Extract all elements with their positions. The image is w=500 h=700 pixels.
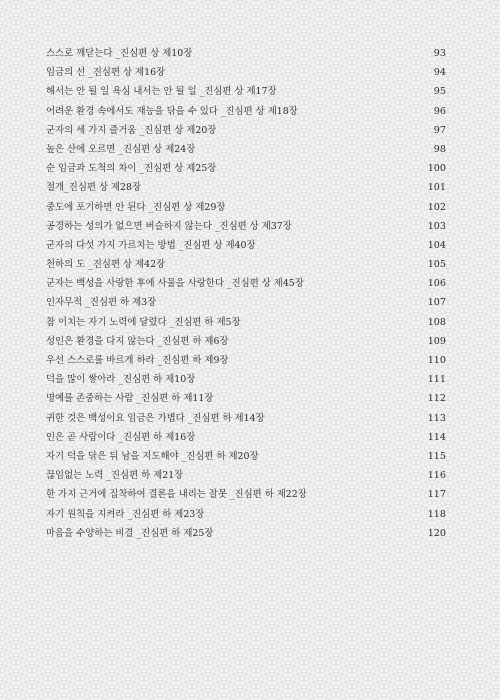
toc-entry xyxy=(46,332,446,351)
toc-entry xyxy=(46,466,446,485)
toc-entry xyxy=(46,505,446,524)
toc-entry-page-number: 101 xyxy=(427,182,446,194)
toc-entry xyxy=(46,198,446,217)
toc-entry-page-number: 116 xyxy=(427,470,446,482)
toc-entry xyxy=(46,63,446,82)
toc-entry-page-number: 109 xyxy=(427,335,446,347)
toc-entry-title: 높은 산에 오르면 _진심편 상 제24장 xyxy=(46,143,196,155)
toc-entry-title: 자기 원칙을 지켜라 _진심편 하 제23장 xyxy=(46,508,205,520)
toc-entry-page-number: 107 xyxy=(427,297,446,309)
toc-entry-title: 인은 곧 사람이다 _진심편 하 제16장 xyxy=(46,431,196,443)
toc-entry-page-number: 111 xyxy=(427,374,446,386)
toc-entry xyxy=(46,82,446,101)
toc-entry-page-number: 98 xyxy=(433,143,446,155)
toc-entry-page-number: 120 xyxy=(427,527,446,539)
toc-entry-page-number: 95 xyxy=(433,86,446,98)
table-of-contents xyxy=(46,44,446,543)
toc-entry xyxy=(46,409,446,428)
toc-entry xyxy=(46,159,446,178)
toc-entry-page-number: 104 xyxy=(427,239,446,251)
toc-entry-page-number: 97 xyxy=(433,124,446,136)
toc-entry xyxy=(46,370,446,389)
toc-entry xyxy=(46,178,446,197)
toc-entry-title: 명예를 존중하는 사람 _진심편 하 제11장 xyxy=(46,393,214,405)
toc-entry xyxy=(46,389,446,408)
toc-entry-page-number: 102 xyxy=(427,201,446,213)
toc-entry-title: 우선 스스로를 바르게 하라 _진심편 하 제9장 xyxy=(46,355,229,366)
toc-entry xyxy=(46,217,446,236)
toc-entry-page-number: 103 xyxy=(427,220,446,232)
toc-entry xyxy=(46,121,446,140)
toc-entry-title: 천하의 도 _진심편 상 제42장 xyxy=(46,259,166,271)
toc-entry-page-number: 114 xyxy=(427,431,446,443)
toc-entry-title: 군자의 세 가지 즐거움 _진심편 상 제20장 xyxy=(46,124,217,136)
toc-entry xyxy=(46,255,446,274)
toc-entry xyxy=(46,428,446,447)
toc-entry-title: 군자의 다섯 가지 가르치는 방법 _진심편 상 제40장 xyxy=(46,239,256,251)
toc-entry-title: 한 가지 근거에 집착하여 결론을 내리는 잘못 _진심편 하 제22장 xyxy=(46,489,307,501)
toc-entry-title: 임금의 선 _진심편 상 제16장 xyxy=(46,67,166,79)
toc-entry-page-number: 108 xyxy=(427,316,446,328)
toc-entry-title: 마음을 수양하는 비결 _진심편 하 제25장 xyxy=(46,527,214,539)
toc-entry xyxy=(46,524,446,543)
toc-entry xyxy=(46,293,446,312)
toc-entry-page-number: 113 xyxy=(427,412,446,424)
toc-entry-page-number: 100 xyxy=(427,163,446,175)
toc-entry-title: 성인은 환경을 다지 않는다 _진심편 하 제6장 xyxy=(46,335,229,347)
toc-entry-title: 해서는 안 될 일 욕심 내서는 안 될 일 _진심편 상 제17장 xyxy=(46,86,277,98)
toc-entry-page-number: 106 xyxy=(427,278,446,290)
toc-entry-title: 참 이치는 자기 노력에 달렸다 _진심편 하 제5장 xyxy=(46,316,241,328)
toc-entry-title: 스스로 깨닫는다 _진심편 상 제10장 xyxy=(46,48,193,59)
toc-entry-title: 끊임없는 노력 _진심편 하 제21장 xyxy=(46,470,184,482)
toc-entry-title: 어려운 환경 속에서도 재능을 닦을 수 있다 _진심편 상 제18장 xyxy=(46,105,298,117)
toc-entry-page-number: 105 xyxy=(427,259,446,271)
toc-entry xyxy=(46,274,446,293)
toc-entry-title: 절개_진심편 상 제28장 xyxy=(46,182,142,194)
toc-entry-title: 공경하는 성의가 없으면 버슬하지 않는다 _진심편 상 제37장 xyxy=(46,220,292,232)
toc-entry-page-number: 118 xyxy=(427,508,446,520)
toc-entry-title: 자기 덕을 닦은 뒤 남을 지도해야 _진심편 하 제20장 xyxy=(46,450,259,462)
toc-entry xyxy=(46,102,446,121)
toc-entry-page-number: 96 xyxy=(433,105,446,117)
toc-entry xyxy=(46,447,446,466)
toc-entry xyxy=(46,44,446,63)
toc-entry xyxy=(46,236,446,255)
toc-entry-page-number: 110 xyxy=(427,355,446,366)
toc-entry-title: 인자무적 _진심편 하 제3장 xyxy=(46,297,157,309)
toc-entry-page-number: 94 xyxy=(433,67,446,79)
toc-entry-title: 중도에 포기하면 안 된다 _진심편 상 제29장 xyxy=(46,201,226,213)
toc-entry-page-number: 112 xyxy=(427,393,446,405)
toc-entry-title: 순 임금과 도척의 차이 _진심편 상 제25장 xyxy=(46,163,217,175)
toc-entry-page-number: 115 xyxy=(427,450,446,462)
toc-entry-title: 덕을 많이 쌓아라 _진심편 하 제10장 xyxy=(46,374,196,386)
toc-entry-title: 군자는 백성을 사랑한 후에 사물을 사랑한다 _진심편 상 제45장 xyxy=(46,278,304,290)
toc-entry xyxy=(46,485,446,504)
toc-entry xyxy=(46,140,446,159)
toc-entry xyxy=(46,313,446,332)
toc-entry-page-number: 117 xyxy=(427,489,446,501)
toc-entry-page-number: 93 xyxy=(433,48,446,59)
toc-entry-title: 귀한 것은 백성이요 임금은 가볍다 _진심편 하 제14장 xyxy=(46,412,265,424)
toc-entry xyxy=(46,351,446,370)
